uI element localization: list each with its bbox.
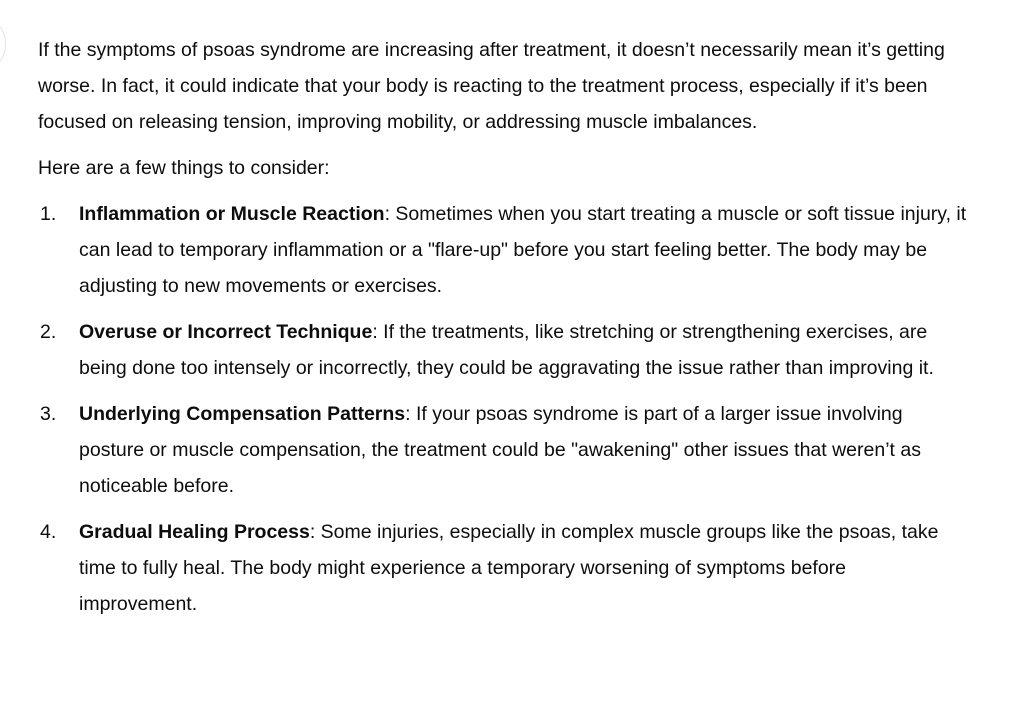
list-item [38, 396, 968, 504]
list-item-term: Underlying Compensation Patterns [79, 403, 406, 425]
considerations-list [38, 196, 968, 622]
lead-paragraph: Here are a few things to consider: [38, 157, 330, 179]
assistant-message [38, 32, 968, 632]
list-item-text: : If the treatments, like stretching or strengthening exercises, are being done too intensely or incorrectly, they could be aggravating the issue rather than improving it. [79, 321, 934, 379]
intro-paragraph: If the symptoms of psoas syndrome are increasing after treatment, it doesn’t necessarily mean it’s getting worse. In fact, it could indicate that your body is reacting to the treatment process, especially if it’s been focused on releasing tension, improving mobility, or addressing muscle imbalances. [38, 39, 945, 133]
list-item-term: Gradual Healing Process [79, 521, 310, 543]
list-item [38, 514, 968, 622]
list-number: 1. [40, 203, 57, 225]
list-number: 4. [40, 521, 57, 543]
list-item-text: : Some injuries, especially in complex muscle groups like the psoas, take time to fully heal. The body might experience a temporary worsening of symptoms before improvement. [79, 521, 939, 615]
avatar-edge [0, 22, 6, 66]
list-item-term: Overuse or Incorrect Technique [79, 321, 373, 343]
list-item-text: : Sometimes when you start treating a muscle or soft tissue injury, it can lead to temporary inflammation or a "flare-up" before you start feeling better. The body may be adjusting to new movements or exercises. [79, 203, 967, 297]
list-number: 3. [40, 403, 57, 425]
list-item [38, 314, 968, 386]
list-item [38, 196, 968, 304]
list-item-term: Inflammation or Muscle Reaction [79, 203, 385, 225]
list-number: 2. [40, 321, 57, 343]
list-item-text: : If your psoas syndrome is part of a larger issue involving posture or muscle compensation, the treatment could be "awakening" other issues that weren’t as noticeable before. [79, 403, 921, 497]
